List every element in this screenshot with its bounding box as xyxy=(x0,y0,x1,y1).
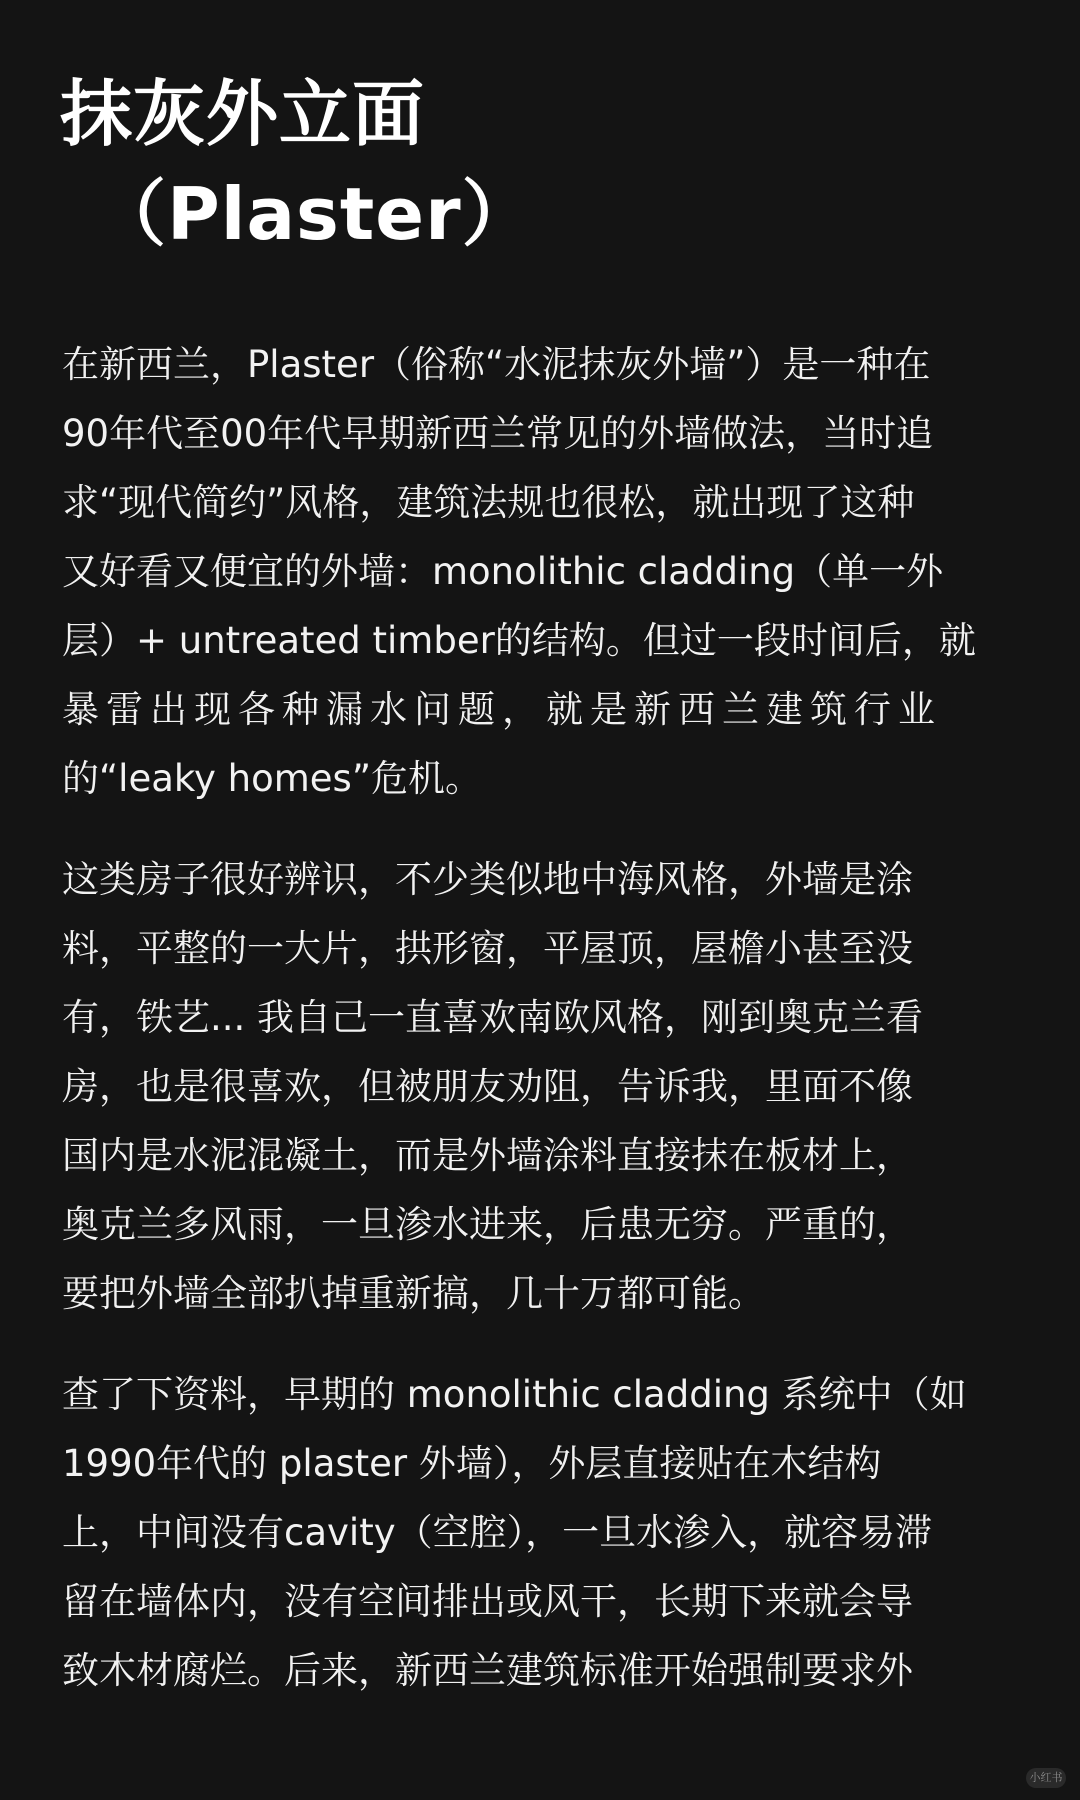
paragraph xyxy=(62,1360,1020,1705)
text-line: 层）+ untreated timber的结构。但过一段时间后，就 xyxy=(62,619,976,662)
article-body xyxy=(62,330,1020,1737)
text-line: 又好看又便宜的外墙：monolithic cladding（单一外 xyxy=(62,550,944,593)
paragraph xyxy=(62,845,1020,1328)
text-line: 求“现代简约”风格，建筑法规也很松，就出现了这种 xyxy=(62,481,915,524)
text-line: 暴雷出现各种漏水问题，就是新西兰建筑行业 xyxy=(62,688,942,731)
text-line: 有，铁艺... 我自己一直喜欢南欧风格，刚到奥克兰看 xyxy=(62,996,924,1039)
title-line: 抹灰外立面 xyxy=(60,72,426,156)
watermark-logo: 小红书 xyxy=(1026,1768,1066,1788)
text-line: 房，也是很喜欢，但被朋友劝阻，告诉我，里面不像 xyxy=(62,1065,913,1108)
title-line: （Plaster） xyxy=(94,172,535,256)
text-line: 上，中间没有cavity（空腔），一旦水渗入，就容易滞 xyxy=(62,1511,933,1554)
text-line: 要把外墙全部扒掉重新搞，几十万都可能。 xyxy=(62,1272,765,1315)
text-line: 料，平整的一大片，拱形窗，平屋顶，屋檐小甚至没 xyxy=(62,927,913,970)
text-line: 的“leaky homes”危机。 xyxy=(62,757,482,800)
paragraph xyxy=(62,330,1020,813)
text-line: 在新西兰，Plaster（俗称“水泥抹灰外墙”）是一种在 xyxy=(62,343,931,386)
text-line: 奥克兰多风雨，一旦渗水进来，后患无穷。严重的， xyxy=(62,1203,913,1246)
text-line: 这类房子很好辨识，不少类似地中海风格，外墙是涂 xyxy=(62,858,913,901)
page-title xyxy=(60,64,1020,264)
text-line: 致木材腐烂。后来，新西兰建筑标准开始强制要求外 xyxy=(62,1649,913,1692)
text-line: 留在墙体内，没有空间排出或风干，长期下来就会导 xyxy=(62,1580,913,1623)
text-line: 国内是水泥混凝土，而是外墙涂料直接抹在板材上， xyxy=(62,1134,913,1177)
text-line: 90年代至00年代早期新西兰常见的外墙做法，当时追 xyxy=(62,412,934,455)
text-line: 1990年代的 plaster 外墙），外层直接贴在木结构 xyxy=(62,1442,882,1485)
text-line: 查了下资料，早期的 monolithic cladding 系统中（如 xyxy=(62,1373,967,1416)
